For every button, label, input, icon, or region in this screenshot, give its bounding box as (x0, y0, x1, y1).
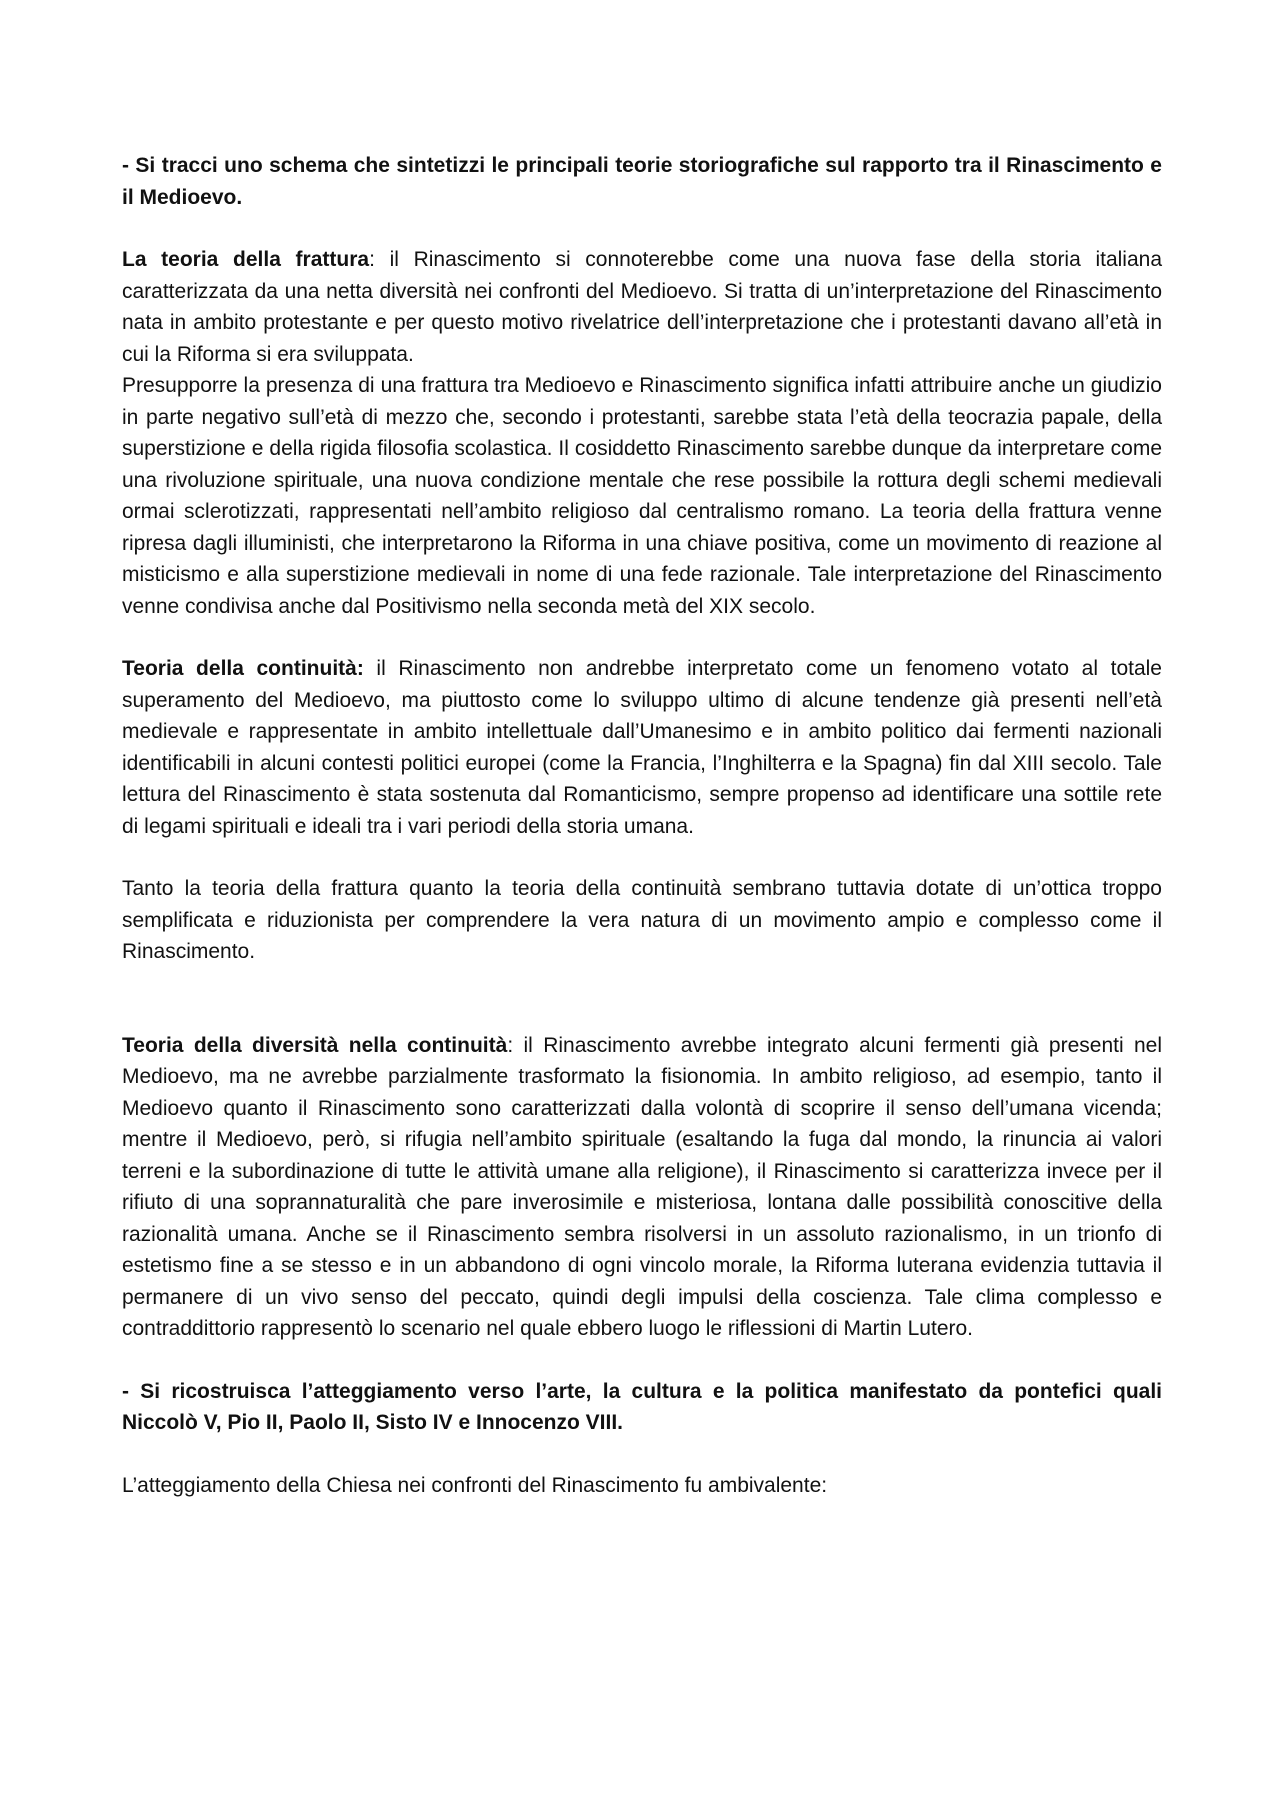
frattura-text-1: : il Rinascimento si connoterebbe come una nuova fase della storia italiana caratterizzata da una netta diversità nei confronti del Medioevo. Si tratta di un’interpretazione del Rinascimento nata in ambito protestante e per questo motivo rivelatrice dell’interpretazione che i protestanti davano all’età in cui la Riforma si era sviluppata. (122, 248, 1162, 366)
paragraph-sintesi: Tanto la teoria della frattura quanto la teoria della continuità sembrano tuttavia dotate di un’ottica troppo semplificata e riduzionista per comprendere la vera natura di un movimento ampio e complesso come il Rinascimento. (122, 877, 1162, 963)
spacer (122, 968, 1162, 1030)
heading-continuita: Teoria della continuità: (122, 657, 364, 680)
heading-frattura: La teoria della frattura (122, 248, 370, 271)
paragraph-closing: L’atteggiamento della Chiesa nei confronti del Rinascimento fu ambivalente: (122, 1473, 828, 1497)
spacer (122, 842, 1162, 873)
spacer (122, 1439, 1162, 1470)
question-1: - Si tracci uno schema che sintetizzi le principali teorie storiografiche sul rapporto tra il Rinascimento e il Medioevo. (122, 154, 1162, 209)
diversita-text: : il Rinascimento avrebbe integrato alcuni fermenti già presenti nel Medioevo, ma ne avrebbe parzialmente trasformato la fisionomia. In ambito religioso, ad esempio, tanto il Medioevo quanto il Rinascimento sono caratterizzati dalla volontà di scoprire il senso dell’umana vicenda; mentre il Medioevo, però, si rifugia nell’ambito spirituale (esaltando la fuga dal mondo, la rinuncia ai valori terreni e la subordinazione di tutte le attività umane alla religione), il Rinascimento si caratterizza invece per il rifiuto di una soprannaturalità che pare inverosimile e misteriosa, lontana dalle possibilità conoscitive della razionalità umana. Anche se il Rinascimento sembra risolversi in un assoluto razionalismo, in un trionfo di estetismo fine a se stesso e in un abbandono di ogni vincolo morale, la Riforma luterana evidenzia tuttavia il permanere di un vivo senso del peccato, quindi degli impulsi della coscienza. Tale clima complesso e contraddittorio rappresentò lo scenario nel quale ebbero luogo le riflessioni di Martin Lutero. (122, 1033, 1163, 1340)
paragraph-continuita (122, 653, 1162, 842)
heading-diversita: Teoria della diversità nella continuità (122, 1033, 508, 1057)
spacer (122, 1345, 1162, 1376)
paragraph-frattura (122, 244, 1162, 370)
spacer (122, 213, 1162, 244)
question-2: - Si ricostruisca l’atteggiamento verso l’arte, la cultura e la politica manifestato da pontefici quali Niccolò V, Pio II, Paolo II, Sisto IV e Innocenzo VIII. (122, 1379, 1162, 1434)
spacer (122, 622, 1162, 653)
paragraph-diversita (122, 1030, 1162, 1345)
continuita-text: il Rinascimento non andrebbe interpretato come un fenomeno votato al totale superamento del Medioevo, ma piuttosto come lo sviluppo ultimo di alcune tendenze già presenti nell’età medievale e rappresentate in ambito intellettuale dall’Umanesimo e in ambito politico dai fermenti nazionali identificabili in alcuni contesti politici europei (come la Francia, l’Inghilterra e la Spagna) fin dal XIII secolo. Tale lettura del Rinascimento è stata sostenuta dal Romanticismo, sempre propenso ad identificare una sottile rete di legami spirituali e ideali tra i vari periodi della storia umana. (122, 657, 1162, 838)
document-page (122, 150, 1162, 1501)
paragraph-frattura-2: Presupporre la presenza di una frattura tra Medioevo e Rinascimento significa infatti attribuire anche un giudizio in parte negativo sull’età di mezzo che, secondo i protestanti, sarebbe stata l’età della teocrazia papale, della superstizione e della rigida filosofia scolastica. Il cosiddetto Rinascimento sarebbe dunque da interpretare come una rivoluzione spirituale, una nuova condizione mentale che rese possibile la rottura degli schemi medievali ormai sclerotizzati, rappresentati nell’ambito religioso dal centralismo romano. La teoria della frattura venne ripresa dagli illuministi, che interpretarono la Riforma in una chiave positiva, come un movimento di reazione al misticismo e alla superstizione medievali in nome di una fede razionale. Tale interpretazione del Rinascimento venne condivisa anche dal Positivismo nella seconda metà del XIX secolo. (122, 374, 1162, 618)
